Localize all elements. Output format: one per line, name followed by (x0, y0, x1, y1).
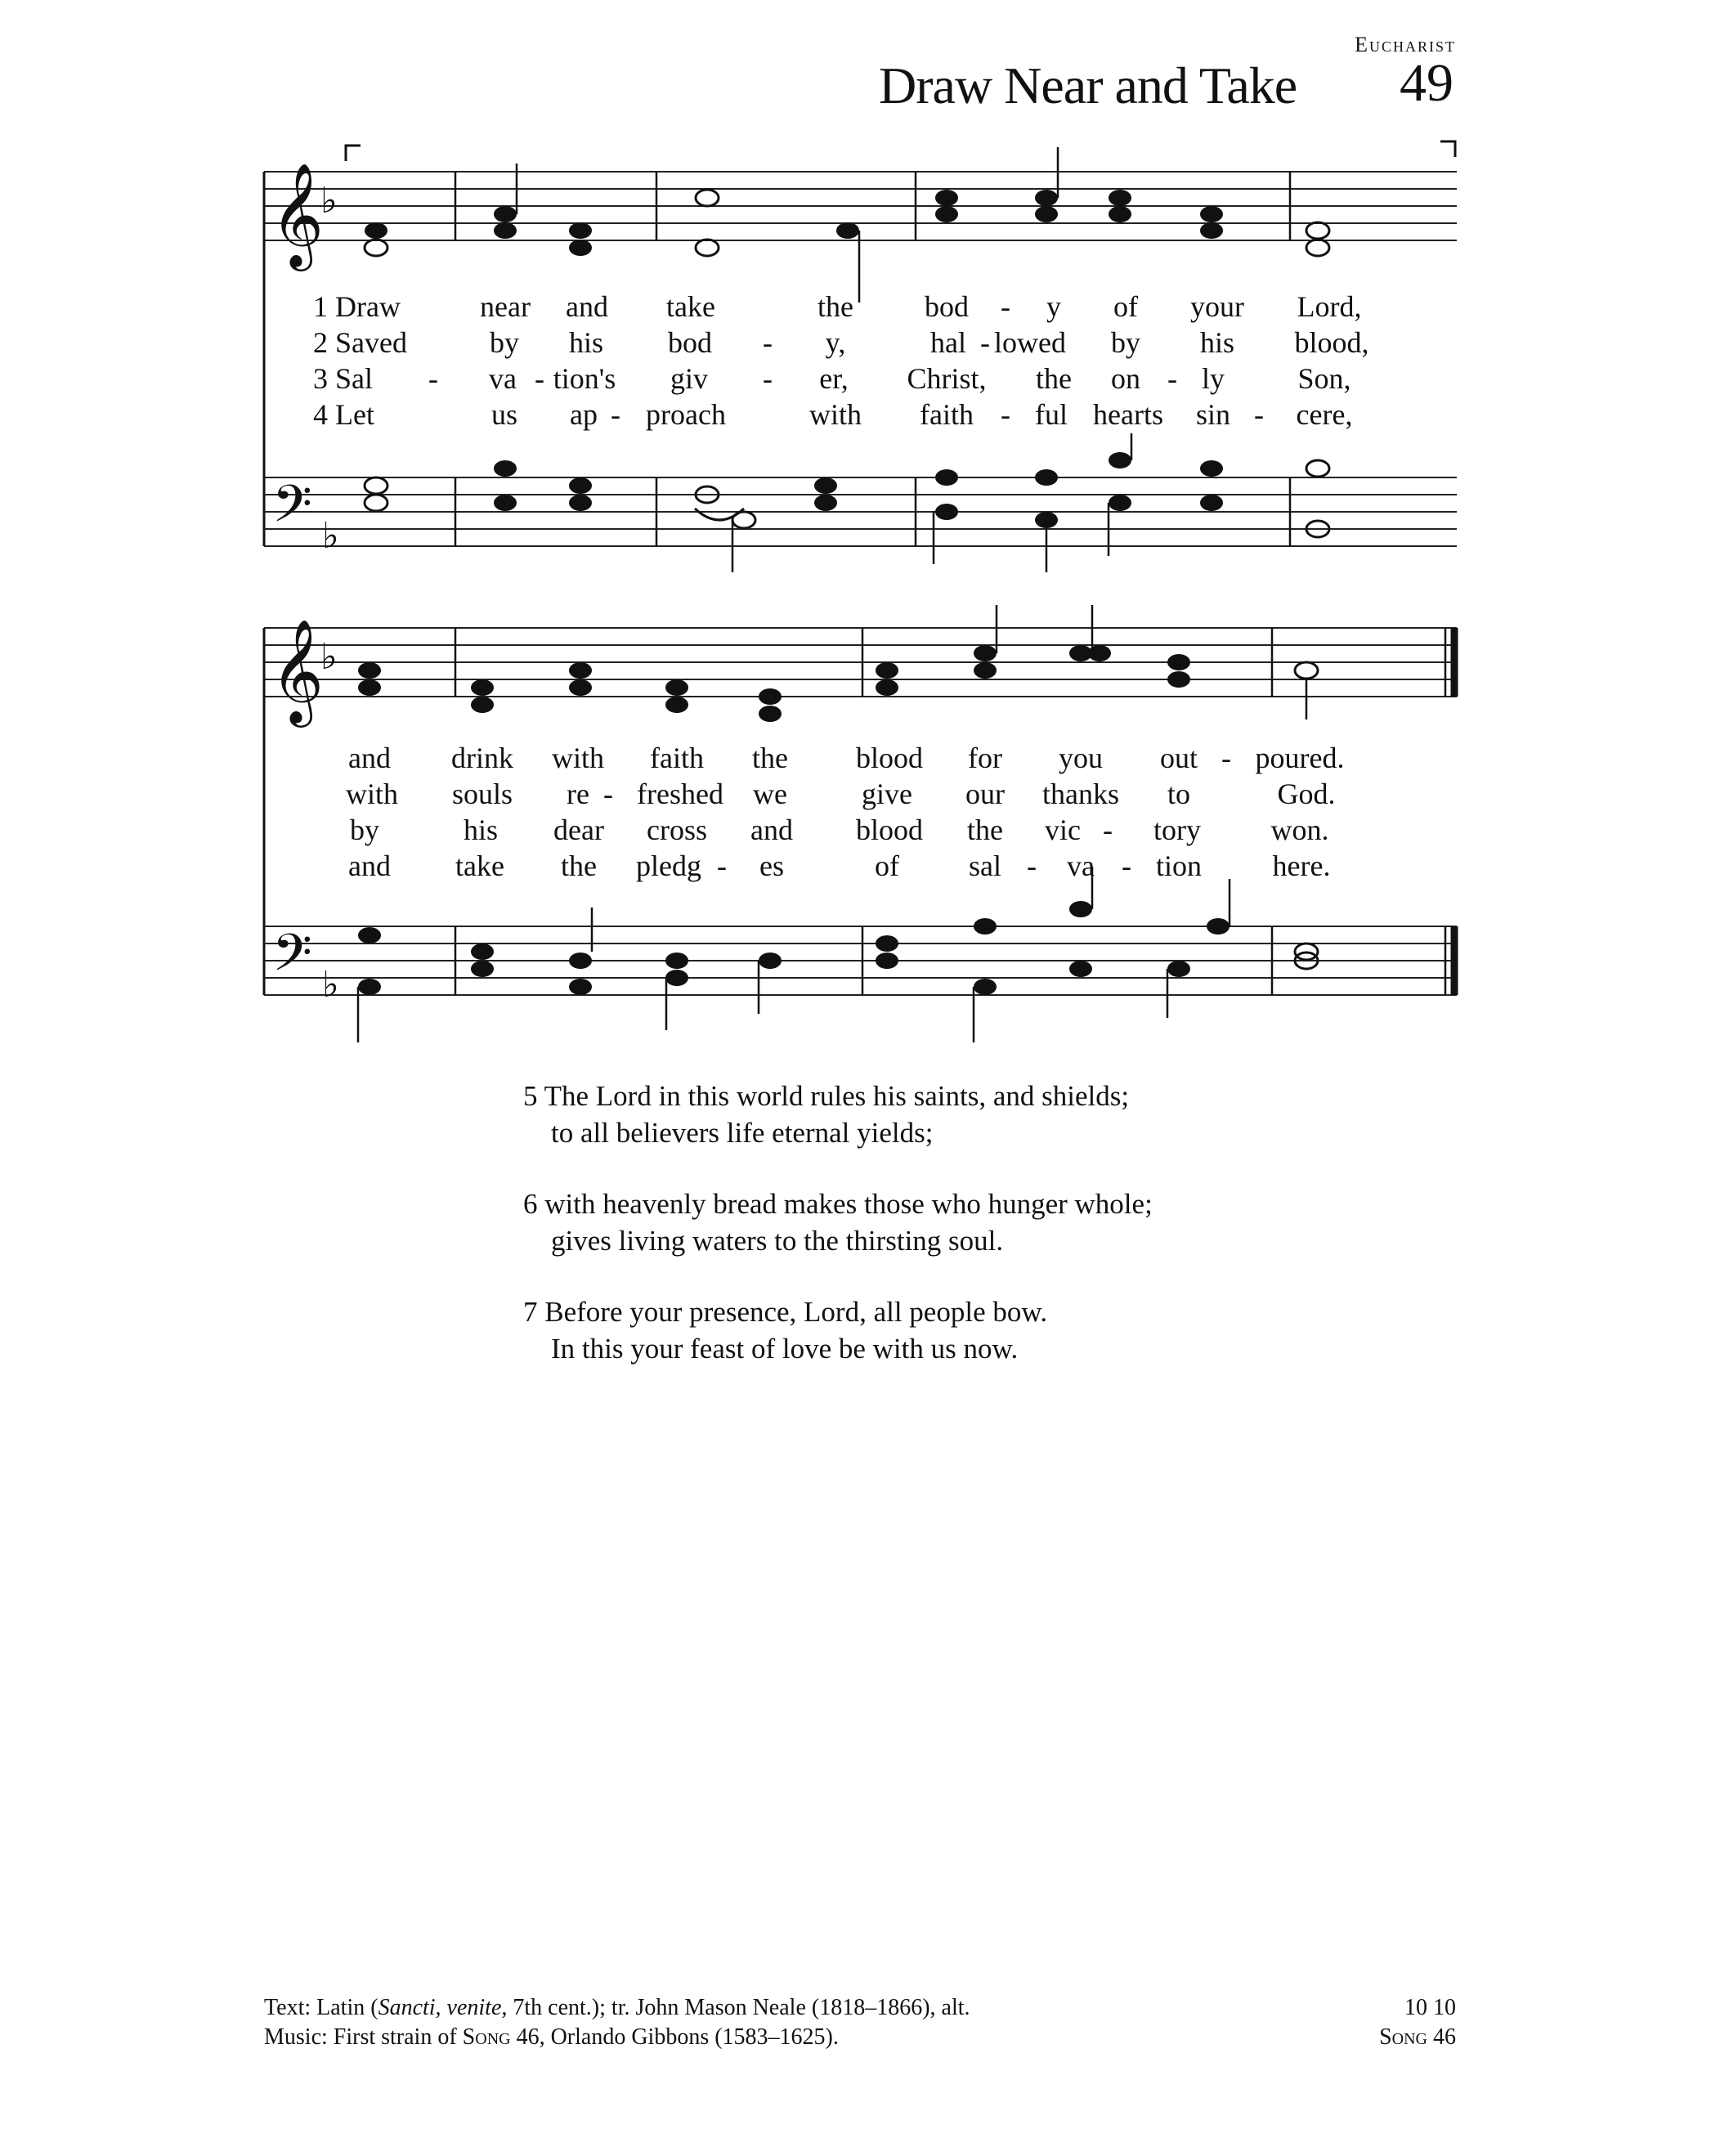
lyric-syllable: and (750, 814, 793, 846)
lyric-syllable: on (1111, 362, 1140, 395)
lyric-hyphen: - (1167, 362, 1177, 395)
lyric-hyphen: - (603, 778, 613, 810)
hymn-category: Eucharist (1355, 33, 1456, 56)
stanza-line: gives living waters to the thirsting soul. (551, 1225, 1004, 1257)
lyric-syllable: out (1159, 742, 1198, 774)
stanza-5 (523, 1078, 1129, 1151)
lyric-syllable: er, (819, 362, 849, 395)
lyric-syllable: faith (920, 398, 974, 431)
phrase-bracket-icon (346, 141, 1455, 161)
lyric-syllable: our (965, 778, 1005, 810)
hymn-title: Draw Near and Take (879, 56, 1297, 114)
lyric-syllable: by (490, 326, 519, 359)
lyric-syllable: with (551, 742, 605, 774)
lyric-hyphen: - (1221, 742, 1231, 774)
lyric-syllable: Son, (1297, 362, 1351, 395)
lyric-syllable: lowed (994, 326, 1066, 359)
stanza-text: Before your presence, Lord, all people bow. (544, 1296, 1048, 1328)
lyric-hyphen: - (1103, 814, 1113, 846)
lyric-syllable: bod (668, 326, 712, 359)
lyric-syllable: cross (647, 814, 707, 846)
lyric-syllable: ap (570, 398, 598, 431)
flat-sign-icon: ♭ (322, 515, 339, 557)
lyric-syllable: give (862, 778, 912, 810)
stanza-text: with heavenly bread makes those who hunger whole; (544, 1188, 1153, 1220)
meter: 10 10 (1404, 1995, 1456, 2020)
lyric-syllable: proach (646, 398, 726, 431)
lyric-syllable: vic (1045, 814, 1081, 846)
lyric-hyphen: - (1122, 849, 1131, 882)
lyric-syllable: 2 Saved (313, 326, 407, 359)
lyric-hyphen: - (980, 326, 990, 359)
staff-treble-2 (264, 628, 1457, 697)
lyric-syllable: giv (670, 362, 709, 395)
lyric-hyphen: - (535, 362, 544, 395)
staff-bass-1 (264, 477, 1457, 546)
stanza-line (523, 1078, 1129, 1114)
lyric-syllable: blood, (1294, 326, 1369, 359)
lyric-syllable: with (808, 398, 862, 431)
lyric-syllable: take (455, 849, 504, 882)
lyric-syllable: we (753, 778, 787, 810)
hymn-number: 49 (1400, 53, 1453, 113)
lyric-syllable: blood (855, 742, 924, 774)
lyric-syllable: to (1167, 778, 1191, 810)
music-credit: Music: First strain of Song 46, Orlando Gibbons (1583–1625). (264, 2024, 839, 2050)
treble-clef-icon: 𝄞 (271, 618, 325, 723)
lyric-syllable: va (1067, 849, 1095, 882)
lyric-syllable: his (568, 326, 604, 359)
text-credit: Text: Latin (Sancti, venite, 7th cent.); tr. John Mason Neale (1818–1866), alt. (264, 1995, 970, 2020)
lyric-syllable: y, (825, 326, 846, 359)
lyric-syllable: va (489, 362, 517, 395)
lyric-syllable: hal (930, 326, 966, 359)
stanza-line (523, 1293, 1047, 1330)
lyric-syllable: sin (1195, 398, 1231, 431)
stanza-7 (523, 1293, 1047, 1367)
lyric-syllable: with (345, 778, 399, 810)
bass-clef-icon: 𝄢 (272, 473, 312, 546)
lyric-syllable: 4 Let (313, 398, 374, 431)
lyric-syllable: souls (451, 778, 513, 810)
lyric-syllable: ful (1035, 398, 1068, 431)
lyric-syllable: and (566, 290, 608, 323)
tune-name: Song 46 (1379, 2024, 1456, 2050)
lyric-syllable: sal (969, 849, 1001, 882)
lyric-syllable: 3 Sal (313, 362, 374, 395)
lyric-syllable: his (1199, 326, 1235, 359)
lyric-syllable: faith (650, 742, 704, 774)
stanza-line (523, 1186, 1153, 1222)
lyric-hyphen: - (763, 362, 773, 395)
meter-and-tune (1379, 1993, 1456, 2052)
lyric-syllable: the (752, 742, 788, 774)
lyric-syllable: your (1190, 290, 1244, 323)
lyric-syllable: tion's (553, 362, 616, 395)
stanza-line: to all believers life eternal yields; (551, 1117, 934, 1149)
lyric-syllable: freshed (637, 778, 723, 810)
treble-clef-icon: 𝄞 (271, 162, 325, 267)
bass-clef-icon: 𝄢 (272, 922, 312, 995)
lyric-syllable: by (1111, 326, 1140, 359)
flat-sign-icon: ♭ (320, 636, 338, 678)
lyric-syllable: won. (1270, 814, 1329, 846)
lyric-syllable: you (1059, 742, 1103, 774)
lyric-syllable: 1 Draw (313, 290, 401, 323)
lyric-syllable: and (348, 742, 391, 774)
lyric-syllable: tory (1153, 814, 1201, 846)
lyric-syllable: cere, (1296, 398, 1353, 431)
lyric-syllable: near (480, 290, 531, 323)
flat-sign-icon: ♭ (320, 180, 338, 222)
lyric-syllable: dear (553, 814, 604, 846)
lyric-syllable: here. (1272, 849, 1331, 882)
lyric-syllable: the (817, 290, 853, 323)
lyric-syllable: take (666, 290, 715, 323)
stanza-6 (523, 1186, 1153, 1259)
lyric-syllable: of (875, 849, 899, 882)
lyric-syllable: hearts (1093, 398, 1163, 431)
lyric-hyphen: - (1001, 290, 1010, 323)
lyric-hyphen: - (1001, 398, 1010, 431)
lyric-syllable: ly (1201, 362, 1225, 395)
lyric-hyphen: - (428, 362, 438, 395)
lyric-syllable: of (1113, 290, 1138, 323)
lyric-syllable: for (968, 742, 1002, 774)
lyric-syllable: poured. (1255, 742, 1345, 774)
lyric-syllable: Lord, (1297, 290, 1362, 323)
lyric-syllable: God. (1277, 778, 1336, 810)
lyric-syllable: thanks (1042, 778, 1119, 810)
lyric-syllable: Christ, (907, 362, 987, 395)
lyric-syllable: pledg (636, 849, 701, 882)
stanza-number: 7 (523, 1296, 538, 1328)
lyric-syllable: us (490, 398, 518, 431)
staff-bass-2 (264, 926, 1457, 995)
flat-sign-icon: ♭ (322, 964, 339, 1006)
staff-treble-1 (264, 172, 1457, 240)
lyric-syllable: by (350, 814, 379, 846)
credits (264, 1993, 970, 2052)
stanza-number: 5 (523, 1080, 538, 1112)
lyric-syllable: his (463, 814, 499, 846)
lyric-syllable: the (561, 849, 597, 882)
lyric-syllable: blood (855, 814, 924, 846)
lyric-syllable: drink (451, 742, 513, 774)
lyric-syllable: y (1046, 290, 1061, 323)
stanza-text: The Lord in this world rules his saints, and shields; (544, 1080, 1130, 1112)
lyric-syllable: and (348, 849, 391, 882)
lyric-hyphen: - (763, 326, 773, 359)
lyric-syllable: bod (925, 290, 969, 323)
lyric-hyphen: - (611, 398, 620, 431)
stanza-line: In this your feast of love be with us now. (551, 1333, 1019, 1365)
lyric-syllable: es (759, 849, 784, 882)
lyric-syllable: the (967, 814, 1003, 846)
lyric-hyphen: - (1254, 398, 1264, 431)
lyric-syllable: tion (1155, 849, 1203, 882)
lyric-syllable: the (1036, 362, 1072, 395)
lyric-hyphen: - (717, 849, 727, 882)
stanza-number: 6 (523, 1188, 538, 1220)
lyric-syllable: re (567, 778, 589, 810)
lyric-hyphen: - (1027, 849, 1037, 882)
